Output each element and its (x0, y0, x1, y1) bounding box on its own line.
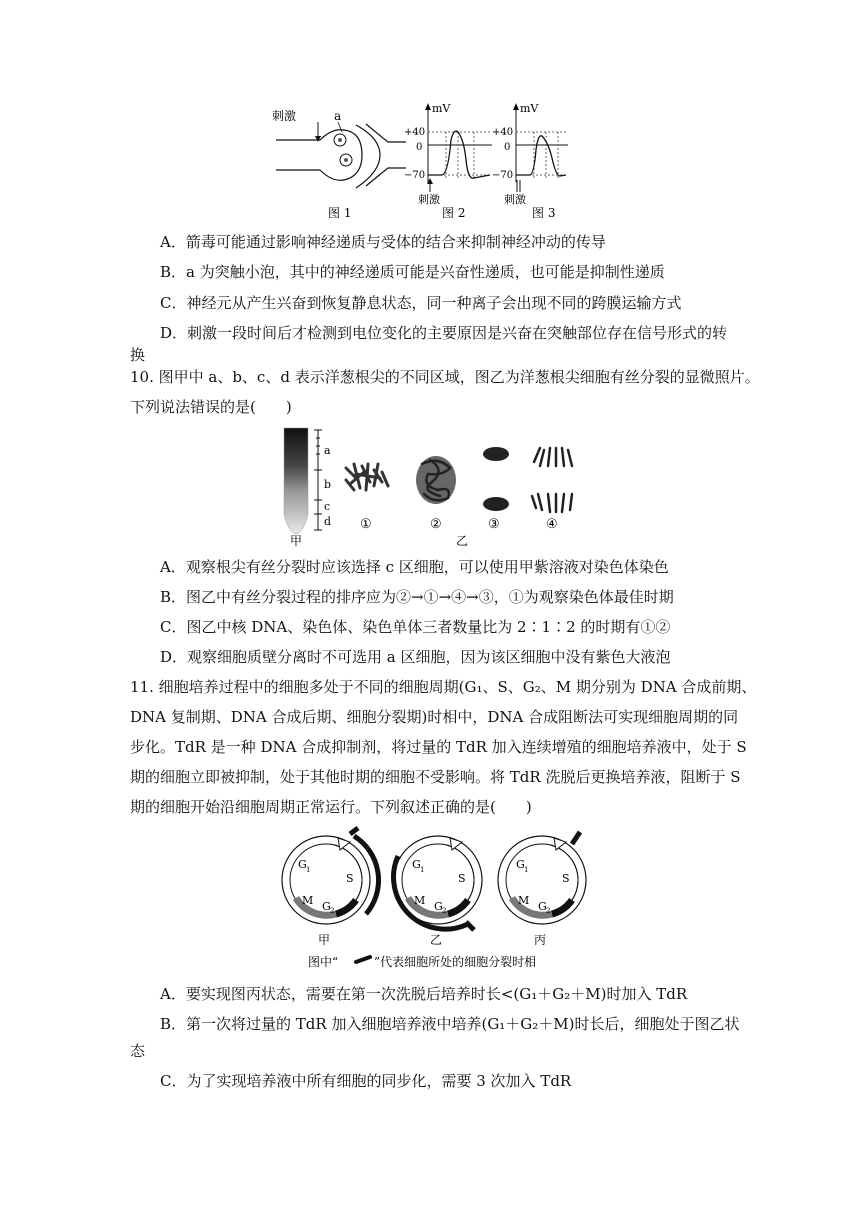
q11-option-b-cont: 态 (130, 1042, 146, 1060)
tick-0-2: 0 (416, 142, 423, 153)
q11-stem-line1: 11. 细胞培养过程中的细胞多处于不同的细胞周期(G₁、S、G₂、M 期分别为 DNA 合成前期、 (130, 678, 757, 696)
q11-stem-line3: 步化。TdR 是一种 DNA 合成抑制剂，将过量的 TdR 加入连续增殖的细胞培养液中，处于 S (130, 738, 747, 756)
unit-label-2: mV (432, 102, 451, 115)
cell-num-4: ④ (546, 517, 558, 532)
zone-label-c: c (324, 500, 331, 513)
action-potential-graph-3 (492, 102, 568, 220)
q10-option-b: B．图乙中有丝分裂过程的排序应为②→①→④→③，①为观察染色体最佳时期 (160, 588, 674, 606)
cell-image-1 (346, 464, 388, 490)
cycle-bing (498, 832, 586, 924)
tick-0-3: 0 (504, 142, 511, 153)
cycle-label-yi: 乙 (430, 933, 443, 947)
q9-option-c: C．神经元从产生兴奋到恢复静息状态，同一种离子会出现不同的跨膜运输方式 (160, 294, 682, 312)
phase-m-yi: M (414, 894, 426, 907)
fig-label-yi: 乙 (456, 534, 469, 548)
q11-stem-line2: DNA 复制期、DNA 合成后期、细胞分裂期)时相中，DNA 合成阻断法可实现细胞周期的同 (130, 708, 739, 726)
phase-g1-jia: G (298, 858, 307, 871)
stim-label-fig1: 刺激 (272, 109, 297, 123)
q11-option-a: A．要实现图丙状态，需要在第一次洗脱后培养时长<(G₁＋G₂＋M)时加入 TdR (160, 985, 688, 1003)
q10-option-d: D．观察细胞质壁分离时不可选用 a 区细胞，因为该区细胞中没有紫色大液泡 (160, 648, 671, 666)
phase-g1-sub-yi: 1 (420, 866, 425, 874)
zone-label-b: b (324, 478, 332, 491)
caption-fig2: 图 2 (442, 206, 466, 220)
unit-label-3: mV (520, 102, 539, 115)
caption-fig1: 图 1 (328, 206, 352, 220)
root-tip-image (284, 428, 308, 534)
q10-option-c: C．图乙中核 DNA、染色体、染色单体三者数量比为 2∶1∶2 的时期有①② (160, 618, 671, 636)
zone-label-a: a (324, 444, 331, 457)
q11-stem-line5: 期的细胞开始沿细胞周期正常运行。下列叙述正确的是( ) (130, 798, 532, 816)
tick-p40-3: +40 (492, 127, 514, 138)
q10-stem-line1: 10. 图甲中 a、b、c、d 表示洋葱根尖的不同区域，图乙为洋葱根尖细胞有丝分裂的显微照片。 (130, 368, 760, 386)
onion-root-figure (270, 424, 610, 548)
phase-g2-sub-yi: 2 (442, 907, 447, 915)
q9-option-a: A．箭毒可能通过影响神经递质与受体的结合来抑制神经冲动的传导 (160, 233, 606, 251)
cycle-caption-part2: ”代表细胞所处的细胞分裂时相 (374, 955, 537, 969)
cell-num-2: ② (430, 517, 442, 532)
cell-cycle-figure (278, 826, 598, 974)
phase-g1-sub-jia: 1 (306, 866, 311, 874)
cycle-jia (282, 828, 379, 924)
cell-num-1: ① (360, 517, 372, 532)
q11-option-c: C．为了实现培养液中所有细胞的同步化，需要 3 次加入 TdR (160, 1072, 572, 1090)
phase-g2-yi: G (434, 900, 443, 913)
phase-m-bing: M (518, 894, 530, 907)
label-a: a (334, 109, 342, 123)
cycle-yi (394, 836, 482, 930)
cycle-caption-part1: 图中“ (308, 955, 339, 969)
marker-symbol (356, 957, 370, 962)
phase-g2-sub-jia: 2 (330, 907, 335, 915)
q10-stem-line2: 下列说法错误的是( ) (130, 398, 292, 416)
phase-m-jia: M (302, 894, 314, 907)
synapse-diagram (272, 108, 406, 220)
phase-g2-jia: G (322, 900, 331, 913)
cell-image-4 (532, 448, 572, 512)
q11-stem-line4: 期的细胞立即被抑制，处于其他时期的细胞不受影响。将 TdR 洗脱后更换培养液，阻断于 S (130, 768, 741, 786)
q9-option-d-cont: 换 (130, 346, 146, 364)
phase-g2-bing: G (538, 900, 547, 913)
zone-label-d: d (324, 515, 332, 528)
tick-p40-2: +40 (404, 127, 426, 138)
phase-s-bing: S (562, 872, 570, 885)
cell-image-3 (483, 447, 509, 511)
cycle-label-bing: 丙 (534, 933, 547, 947)
stim-label-fig3: 刺激 (504, 193, 526, 206)
phase-g1-yi: G (412, 858, 421, 871)
tick-m70-3: −70 (492, 170, 514, 181)
q10-option-a: A．观察根尖有丝分裂时应该选择 c 区细胞，可以使用甲紫溶液对染色体染色 (160, 558, 669, 576)
q9-option-b: B．a 为突触小泡，其中的神经递质可能是兴奋性递质，也可能是抑制性递质 (160, 263, 665, 281)
stim-label-fig2: 刺激 (418, 193, 440, 206)
cycle-label-jia: 甲 (318, 933, 331, 947)
q9-option-d: D．刺激一段时间后才检测到电位变化的主要原因是兴奋在突触部位存在信号形式的转 (160, 324, 728, 342)
q11-option-b: B．第一次将过量的 TdR 加入细胞培养液中培养(G₁＋G₂＋M)时长后，细胞处于图乙状 (160, 1015, 740, 1033)
neuron-figure (270, 100, 570, 225)
phase-s-yi: S (458, 872, 466, 885)
phase-g1-bing: G (516, 858, 525, 871)
tick-m70-2: −70 (404, 170, 426, 181)
cell-num-3: ③ (488, 517, 500, 532)
phase-g2-sub-bing: 2 (546, 907, 551, 915)
cell-image-2 (416, 456, 456, 504)
phase-g1-sub-bing: 1 (524, 866, 529, 874)
caption-fig3: 图 3 (532, 206, 556, 220)
action-potential-graph-2 (404, 102, 492, 220)
fig-label-jia: 甲 (290, 534, 303, 548)
phase-s-jia: S (346, 872, 354, 885)
